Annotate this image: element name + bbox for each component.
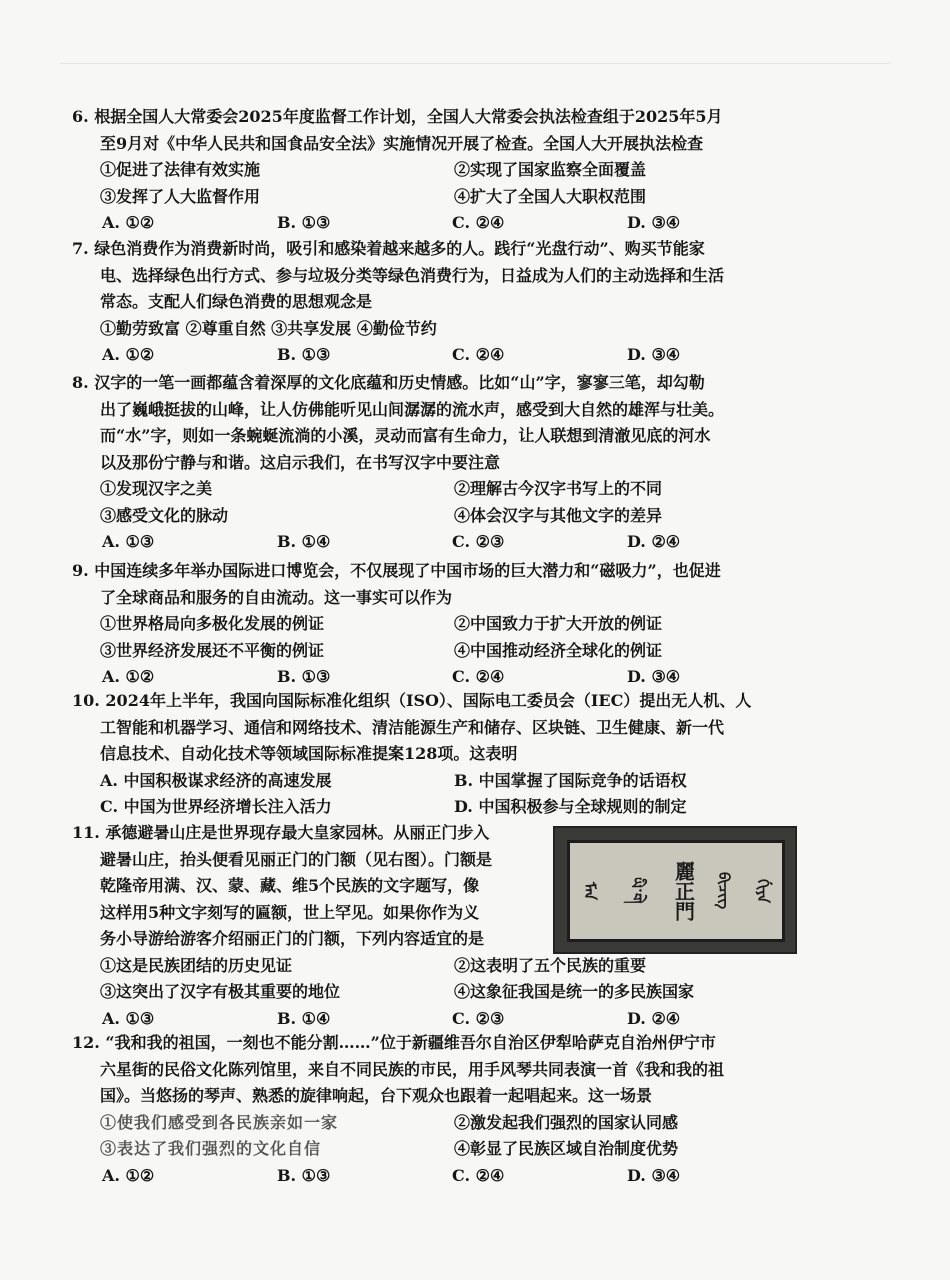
question-6 (72, 104, 812, 237)
statement-2: ②中国致力于扩大开放的例证 (454, 614, 663, 633)
statement-1: ①这是民族团结的历史见证 (100, 955, 293, 975)
choice-a: A. ①② (102, 1165, 155, 1185)
question-stem: 根据全国人大常委会2025年度监督工作计划，全国人大常委会执法检查组于2025年5月 (94, 107, 723, 126)
statement-4: ④体会汉字与其他文字的差异 (454, 505, 663, 525)
question-number: 10. (72, 691, 100, 710)
question-8 (72, 370, 812, 556)
choice-d: D. ③④ (627, 213, 681, 232)
question-stem: 而“水”字，则如一条蜿蜒流淌的小溪，灵动而富有生命力，让人联想到清澈见底的河水 (100, 426, 711, 445)
answer-choices (72, 664, 812, 691)
question-number: 11. (72, 823, 100, 842)
question-stem: 以及那份宁静与和谐。这启示我们，在书写汉字中要注意 (100, 452, 501, 472)
question-stem: 这样用5种文字刻写的匾额，世上罕见。如果你作为义 (100, 902, 480, 922)
statement-row: ①勤劳致富 ②尊重自然 ③共享发展 ④勤俭节约 (100, 318, 437, 338)
statement-row (72, 611, 812, 638)
choice-a: A. 中国积极谋求经济的高速发展 (100, 770, 332, 790)
question-number: 8. (72, 373, 89, 392)
statement-row (72, 953, 812, 980)
answer-choices (72, 1163, 812, 1190)
statement-3: ③表达了我们强烈的文化自信 (100, 1139, 322, 1158)
question-stem: 工智能和机器学习、通信和网络技术、清洁能源生产和储存、区块链、卫生健康、新一代 (100, 717, 725, 737)
question-12 (72, 1030, 812, 1189)
question-stem: 信息技术、自动化技术等领域国际标准提案128项。这表明 (100, 744, 518, 763)
statement-2: ②这表明了五个民族的重要 (454, 955, 647, 975)
statement-3: ③发挥了人大监督作用 (100, 186, 261, 206)
choice-b: B. ①④ (277, 1008, 331, 1028)
choice-d: D. ②④ (627, 532, 681, 551)
statement-1: ①发现汉字之美 (100, 479, 213, 498)
statement-row (72, 1110, 812, 1137)
statement-2: ②实现了国家监察全面覆盖 (454, 160, 647, 179)
question-stem: 承德避暑山庄是世界现存最大皇家园林。从丽正门步入 (105, 823, 490, 842)
statement-3: ③感受文化的脉动 (100, 505, 229, 525)
choice-c: C. ②④ (452, 213, 505, 232)
question-number: 9. (72, 561, 89, 580)
choice-b: B. 中国掌握了国际竞争的话语权 (454, 770, 687, 790)
statement-2: ②理解古今汉字书写上的不同 (454, 479, 663, 498)
choice-d: D. ③④ (627, 345, 681, 364)
question-9 (72, 558, 812, 691)
question-number: 6. (72, 107, 89, 126)
plaque-script-glyph: ཡི་གེ (626, 877, 645, 905)
statement-2: ②激发起我们强烈的国家认同感 (454, 1112, 679, 1132)
statement-row (72, 979, 812, 1006)
choice-c: C. ②④ (452, 667, 505, 686)
statement-4: ④中国推动经济全球化的例证 (454, 640, 663, 660)
question-stem: 乾隆帝用满、汉、蒙、藏、维5个民族的文字题写，像 (100, 876, 480, 895)
question-stem: 电、选择绿色出行方式、参与垃圾分类等绿色消费行为，日益成为人们的主动选择和生活 (100, 265, 725, 285)
choice-c: C. ②④ (452, 345, 505, 364)
choice-a: A. ①② (102, 213, 155, 232)
choice-d: D. ③④ (627, 667, 681, 686)
statement-4: ④扩大了全国人大职权范围 (454, 186, 647, 206)
choice-b: B. ①③ (277, 667, 331, 686)
question-stem: 2024年上半年，我国向国际标准化组织（ISO）、国际电工委员会（IEC）提出无人机、人 (105, 691, 752, 710)
question-stem: 六星街的民俗文化陈列馆里，来自不同民族的市民，用手风琴共同表演一首《我和我的祖 (100, 1059, 725, 1079)
answer-choices (72, 529, 812, 556)
choice-a: A. ①③ (102, 1008, 155, 1028)
choice-c: C. ②③ (452, 1008, 505, 1028)
statement-1: ①促进了法律有效实施 (100, 160, 261, 179)
page-top-divider (60, 63, 890, 64)
answer-choices (72, 768, 812, 795)
answer-choices (72, 342, 812, 369)
question-stem: 至9月对《中华人民共和国食品安全法》实施情况开展了检查。全国人大开展执法检查 (100, 133, 704, 153)
choice-c: C. 中国为世界经济增长注入活力 (100, 797, 332, 816)
choice-a: A. ①② (102, 667, 155, 686)
question-stem: 汉字的一笔一画都蕴含着深厚的文化底蕴和历史情感。比如“山”字，寥寥三笔，却勾勒 (94, 373, 705, 392)
statement-1: ①使我们感受到各民族亲如一家 (100, 1112, 339, 1132)
choice-b: B. ①③ (277, 1165, 331, 1185)
statement-row (72, 157, 812, 184)
question-number: 7. (72, 239, 89, 258)
statement-4: ④这象征我国是统一的多民族国家 (454, 982, 695, 1001)
question-stem: 绿色消费作为消费新时尚，吸引和感染着越来越多的人。践行“光盘行动”、购买节能家 (94, 239, 705, 258)
question-stem: “我和我的祖国，一刻也不能分割……”位于新疆维吾尔自治区伊犁哈萨克自治州伊宁市 (105, 1033, 716, 1052)
choice-b: B. ①④ (277, 532, 331, 551)
question-10 (72, 688, 812, 821)
choice-a: A. ①③ (102, 532, 155, 551)
question-stem: 避暑山庄，抬头便看见丽正门的门额（见右图）。门额是 (100, 849, 493, 869)
answer-choices (72, 1006, 812, 1033)
statement-row (72, 503, 812, 530)
statement-4: ④彰显了民族区域自治制度优势 (454, 1139, 679, 1158)
statement-row (72, 638, 812, 665)
question-stem: 常态。支配人们绿色消费的思想观念是 (100, 292, 373, 311)
answer-choices (72, 794, 812, 821)
lizhengmen-plaque-photo (553, 826, 797, 954)
question-stem: 国》。当悠扬的琴声、熟悉的旋律响起，台下观众也跟着一起唱起来。这一场景 (100, 1086, 653, 1105)
question-stem: 了全球商品和服务的自由流动。这一事实可以作为 (100, 587, 453, 607)
question-stem: 中国连续多年举办国际进口博览会，不仅展现了中国市场的巨大潜力和“磁吸力”，也促进 (94, 561, 721, 580)
plaque-script-glyph: ᠪᠢᠴᠢᠭ (715, 872, 734, 910)
choice-d: D. 中国积极参与全球规则的制定 (454, 797, 687, 816)
choice-b: B. ①③ (277, 213, 331, 232)
question-7 (72, 236, 812, 369)
choice-c: C. ②④ (452, 1165, 505, 1185)
choice-a: A. ①② (102, 345, 155, 364)
question-stem: 务小导游给游客介绍丽正门的门额，下列内容适宜的是 (100, 929, 485, 948)
choice-c: C. ②③ (452, 532, 505, 551)
choice-d: D. ③④ (627, 1165, 681, 1185)
choice-b: B. ①③ (277, 345, 331, 364)
choice-d: D. ②④ (627, 1008, 681, 1028)
statement-3: ③这突出了汉字有极其重要的地位 (100, 982, 341, 1001)
statement-row (72, 184, 812, 211)
plaque-script-glyph: ᠮᠡᠨ (580, 881, 599, 901)
statement-row (72, 476, 812, 503)
question-stem: 出了巍峨挺拔的山峰，让人仿佛能听见山间潺潺的流水声，感受到大自然的雄浑与壮美。 (100, 399, 725, 419)
plaque-chinese-text: 麗正門 (671, 861, 696, 921)
statement-row (72, 1136, 812, 1163)
statement-3: ③世界经济发展还不平衡的例证 (100, 640, 325, 660)
plaque-board (567, 840, 785, 942)
answer-choices (72, 210, 812, 237)
statement-1: ①世界格局向多极化发展的例证 (100, 614, 325, 633)
plaque-script-glyph: ᡤᡳᠶᠠ (753, 879, 772, 903)
question-number: 12. (72, 1033, 100, 1052)
